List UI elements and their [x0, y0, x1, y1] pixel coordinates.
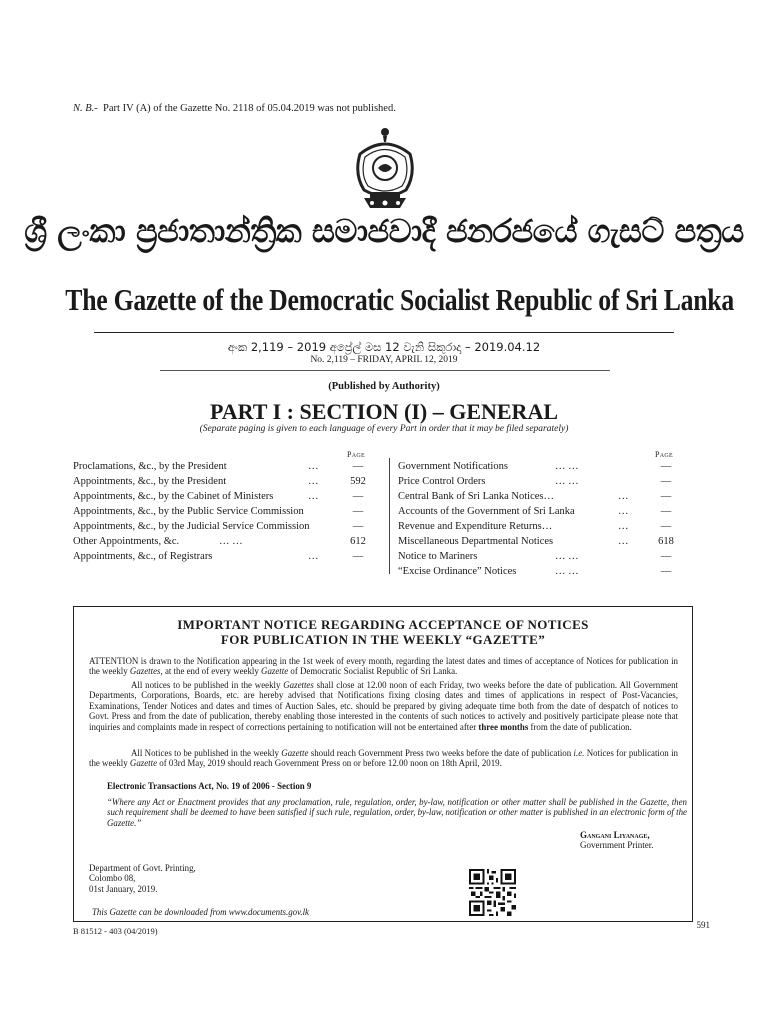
notice-paragraph-1 [89, 656, 678, 677]
signatory-title: Government Printer. [580, 840, 654, 851]
part-title: PART I : SECTION (I) – GENERAL [209, 399, 558, 424]
toc-page: — [660, 521, 672, 532]
toc-row[interactable] [398, 491, 698, 506]
toc-page: — [352, 491, 364, 502]
notice-paragraph-2 [89, 680, 678, 732]
notice-heading [73, 617, 693, 647]
sri-lanka-emblem-icon [350, 124, 420, 210]
notice-heading-line2: FOR PUBLICATION IN THE WEEKLY “GAZETTE” [220, 632, 546, 647]
act-quote: “Where any Act or Enactment provides that any proclamation, rule, regulation, order, by-law, notification or other matter shall be published in the Gazette, then such requirement shall be deemed to have been satisfied if such rule, regulation, order, by-law, notification or other matter is published in an electronic form of the Gazette.” [107, 797, 687, 828]
footer-code: B 81512 - 403 (04/2019) [73, 926, 158, 936]
toc-dots: … [618, 521, 629, 532]
toc-right [398, 461, 698, 581]
page-column-header-left: Page [347, 450, 365, 459]
toc-label: Miscellaneous Departmental Notices [398, 536, 554, 547]
text-run: should reach Government Press two weeks before the date of publication [308, 748, 574, 758]
text-run: Gazette [281, 748, 309, 758]
toc-row[interactable] [73, 551, 385, 566]
signatory-name: Gangani Liyanage, [580, 830, 650, 840]
notice-heading-line1: IMPORTANT NOTICE REGARDING ACCEPTANCE OF NOTICES [177, 617, 589, 632]
text-run: Gazettes, [129, 666, 163, 677]
text-run: Gazettes [283, 680, 314, 690]
nb-text: Part IV (A) of the Gazette No. 2118 of 05.04.2019 was not published. [103, 103, 396, 114]
toc-dots: … … [555, 566, 579, 577]
toc-page: — [660, 491, 672, 502]
toc-page: — [660, 551, 672, 562]
toc-label: Accounts of the Government of Sri Lanka [398, 506, 575, 517]
page-column-header-right: Page [655, 450, 673, 459]
text-run: ATTENTION is drawn to the Notification appearing in the 1st week of every month, regarding the latest dates and times of acceptance of Notices for publication in the weekly [89, 656, 678, 677]
toc-row[interactable] [398, 536, 698, 551]
toc-dots: … [308, 476, 319, 487]
toc-row[interactable] [398, 476, 698, 491]
paging-note: (Separate paging is given to each language of every Part in order that it may be filed separately) [199, 424, 569, 434]
toc-row[interactable] [398, 506, 698, 521]
text-run: Gazette [129, 758, 158, 769]
toc-dots: … … [555, 461, 579, 472]
toc-divider [389, 458, 390, 574]
toc-row[interactable] [73, 476, 385, 491]
notice-paragraph-3 [89, 748, 678, 769]
dept-line: 01st January, 2019. [89, 883, 158, 894]
text-run: at the end of every weekly [162, 666, 262, 677]
toc-row[interactable] [398, 566, 698, 581]
toc-label: Appointments, &c., by the Cabinet of Ministers [73, 491, 274, 502]
nb-note [73, 103, 396, 114]
toc-page: — [660, 506, 672, 517]
toc-row[interactable] [398, 551, 698, 566]
issue-rule [160, 370, 610, 371]
toc-page: — [352, 521, 364, 532]
issue-line-sinhala: අංක 2,119 – 2019 අප්‍රේල් මස 12 වැනි සිකුරාදා – 2019.04.12 [227, 340, 541, 354]
toc-page: — [660, 566, 672, 577]
title-sinhala: ශ්‍රී ලංකා ප්‍රජාතාන්ත්‍රික සමාජවාදී ජනරජයේ ගැසට් පත්‍රය [24, 212, 744, 250]
toc-label: Notice to Mariners [398, 551, 478, 562]
toc-row[interactable] [398, 521, 698, 536]
text-run: shall close at 12.00 noon of each Friday, two weeks before the date of publication. All Government Departments, Corporations, Boards, etc. are hereby advised that Notifications fixing closing dates and times of applications in respect of Post-Vacancies, Examinations, Tender Notices and dates and times of Auction Sales, etc. should be prepared by giving adequate time both from the date of despatch of notices to Govt. Press and from the date of publication, thereby enabling those interested in the contents of such notices to actively and positively participate please note that inquiries and complaints made in respect of corrections pertaining to notification will not be entertained after [89, 680, 678, 732]
toc-page: — [352, 506, 364, 517]
toc-dots: … [618, 536, 629, 547]
toc-dots: … [308, 551, 319, 562]
toc-dots: … [618, 506, 629, 517]
toc-page: — [352, 551, 364, 562]
text-run: All notices to be published in the weekly [131, 680, 284, 690]
text-run: of 03rd May, 2019 should reach Government Press on or before 12.00 noon on 18th April, 2019. [157, 758, 502, 769]
toc-label: Appointments, &c., by the President [73, 476, 227, 487]
toc-label: Appointments, &c., of Registrars [73, 551, 213, 562]
toc-label: Government Notifications [398, 461, 508, 472]
signatory [580, 830, 654, 851]
toc-label: Proclamations, &c., by the President [73, 461, 227, 472]
toc-page: 592 [350, 476, 366, 487]
text-run: of Democratic Socialist Republic of Sri Lanka. [288, 666, 458, 677]
toc-page: — [660, 476, 672, 487]
toc-page: — [660, 461, 672, 472]
text-run: from the date of publication. [528, 721, 632, 732]
qr-code-icon[interactable] [469, 869, 516, 916]
text-run: Gazette [261, 666, 289, 677]
toc-row[interactable] [73, 536, 385, 551]
toc-label: Appointments, &c., by the Judicial Service Commission [73, 521, 310, 532]
toc-dots: … [618, 491, 629, 502]
dept-line: Department of Govt. Printing, [89, 863, 196, 873]
toc-row[interactable] [398, 461, 698, 476]
department-address [89, 863, 196, 894]
published-by-authority: (Published by Authority) [328, 381, 440, 392]
text-run: Notices for publication in the weekly [89, 748, 678, 769]
toc-dots: … [308, 461, 319, 472]
toc-page: — [352, 461, 364, 472]
toc-page: 618 [658, 536, 674, 547]
nb-prefix: N. B.- [73, 103, 98, 114]
toc-label: Other Appointments, &c. [73, 536, 180, 547]
title-english: The Gazette of the Democratic Socialist Republic of Sri Lanka [65, 282, 734, 317]
header-rule [94, 332, 674, 333]
toc-row[interactable] [73, 506, 385, 521]
text-run: i.e. [573, 748, 585, 758]
toc-dots: … … [555, 551, 579, 562]
page-number: 591 [696, 920, 710, 930]
dept-line: Colombo 08, [89, 873, 136, 884]
text-run: All Notices to be published in the weekly [131, 748, 282, 758]
toc-label: Revenue and Expenditure Returns… [398, 521, 553, 532]
toc-label: Price Control Orders [398, 476, 486, 487]
toc-dots: … [308, 491, 319, 502]
toc-dots: … … [555, 476, 579, 487]
toc-row[interactable] [73, 491, 385, 506]
toc-row[interactable] [73, 521, 385, 536]
download-note: This Gazette can be downloaded from www.documents.gov.lk [92, 907, 310, 917]
toc-left [73, 461, 385, 566]
toc-label: Central Bank of Sri Lanka Notices… [398, 491, 555, 502]
act-title: Electronic Transactions Act, No. 19 of 2006 - Section 9 [107, 781, 312, 791]
toc-label: Appointments, &c., by the Public Service Commission [73, 506, 304, 517]
issue-line-english: No. 2,119 – FRIDAY, APRIL 12, 2019 [310, 355, 458, 365]
text-run: three months [478, 721, 529, 732]
toc-page: 612 [350, 536, 366, 547]
toc-label: “Excise Ordinance” Notices [398, 566, 517, 577]
toc-dots: … … [219, 536, 243, 547]
toc-row[interactable] [73, 461, 385, 476]
